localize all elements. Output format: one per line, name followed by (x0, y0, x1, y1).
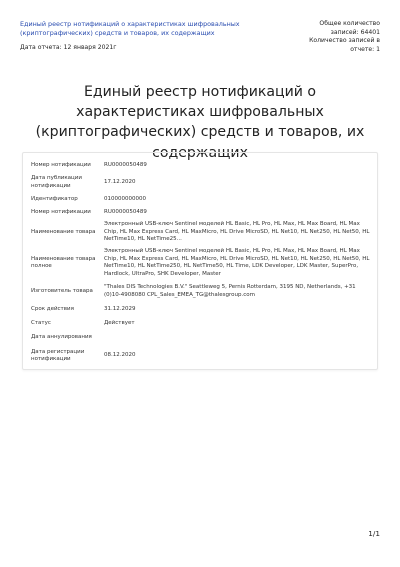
field-value: 17.12.2020 (104, 178, 136, 185)
field-row (31, 206, 371, 219)
field-value: 31.12.2029 (104, 306, 136, 313)
field-label: Дата публикации нотификации (31, 175, 82, 189)
field-label: Дата аннулирования (31, 334, 92, 341)
field-label: Изготовитель товара (31, 287, 93, 294)
field-row (31, 317, 371, 331)
page-title: Единый реестр нотификаций о характеристиках шифровальных (криптографических) средств и товаров, их содержащих (35, 84, 365, 161)
field-value: 08.12.2020 (104, 352, 136, 359)
field-label: Наименование товара (31, 228, 96, 235)
field-value: RU0000050489 (104, 161, 147, 168)
field-row (31, 246, 371, 280)
notification-record-card (22, 152, 378, 370)
total-records: Общее количество записей: 64401 (319, 20, 380, 36)
field-label: Статус (31, 320, 51, 327)
page-number: 1/1 (368, 529, 380, 538)
field-label: Идентификатор (31, 195, 78, 202)
report-date: Дата отчета: 12 января 2021г (20, 44, 117, 51)
field-row (31, 172, 371, 193)
field-row (31, 159, 371, 172)
registry-link[interactable]: Единый реестр нотификаций о характеристиках шифровальных (криптографических) средств и товаров, их содержащих (20, 20, 240, 37)
field-row (31, 303, 371, 317)
field-row (31, 280, 371, 303)
records-in-report: Количество записей в отчете: 1 (309, 37, 380, 53)
field-label: Номер нотификации (31, 161, 91, 168)
field-row (31, 219, 371, 246)
field-label: Номер нотификации (31, 208, 91, 215)
field-row (31, 331, 371, 345)
field-row (31, 345, 371, 367)
field-value: RU0000050489 (104, 208, 147, 215)
field-value: Электронный USB-ключ Sentinel моделей HL Basic, HL Pro, HL Max, HL Max Board, HL Max Chip, HL Max Express Card, HL MaxMicro, HL Drive MicroSD, HL Net10, HL Net250, HL Net50, HL NetTime10, HL NetTime25... (104, 221, 370, 243)
field-value: Действует (104, 320, 135, 327)
record-fields (31, 159, 371, 367)
record-counts (292, 20, 380, 54)
field-label: Срок действия (31, 306, 74, 313)
field-label: Наименование товара полное (31, 255, 96, 269)
field-value: 010000000000 (104, 195, 146, 202)
field-row (31, 193, 371, 206)
field-value: "Thales DIS Technologies B.V." Seattleweg 5, Pernis Rotterdam, 3195 ND, Netherlands, +31 (0)10-4908080 CPL_Sales_EMEA_TG@thalesgroup.com (104, 284, 356, 298)
field-label: Дата регистрации нотификации (31, 348, 85, 362)
field-value: Электронный USB-ключ Sentinel моделей HL Basic, HL Pro, HL Max, HL Max Board, HL Max Chip, HL Max Express Card, HL MaxMicro, HL Drive MicroSD, HL Net10, HL Net250, HL Net50, HL NetTime10, HL NetTime250, HL NetTime50, HL Time, LDK Developer, LDK Master, SuperPro, Hardlock, UltraPro, SHK Developer, Master (104, 248, 370, 277)
